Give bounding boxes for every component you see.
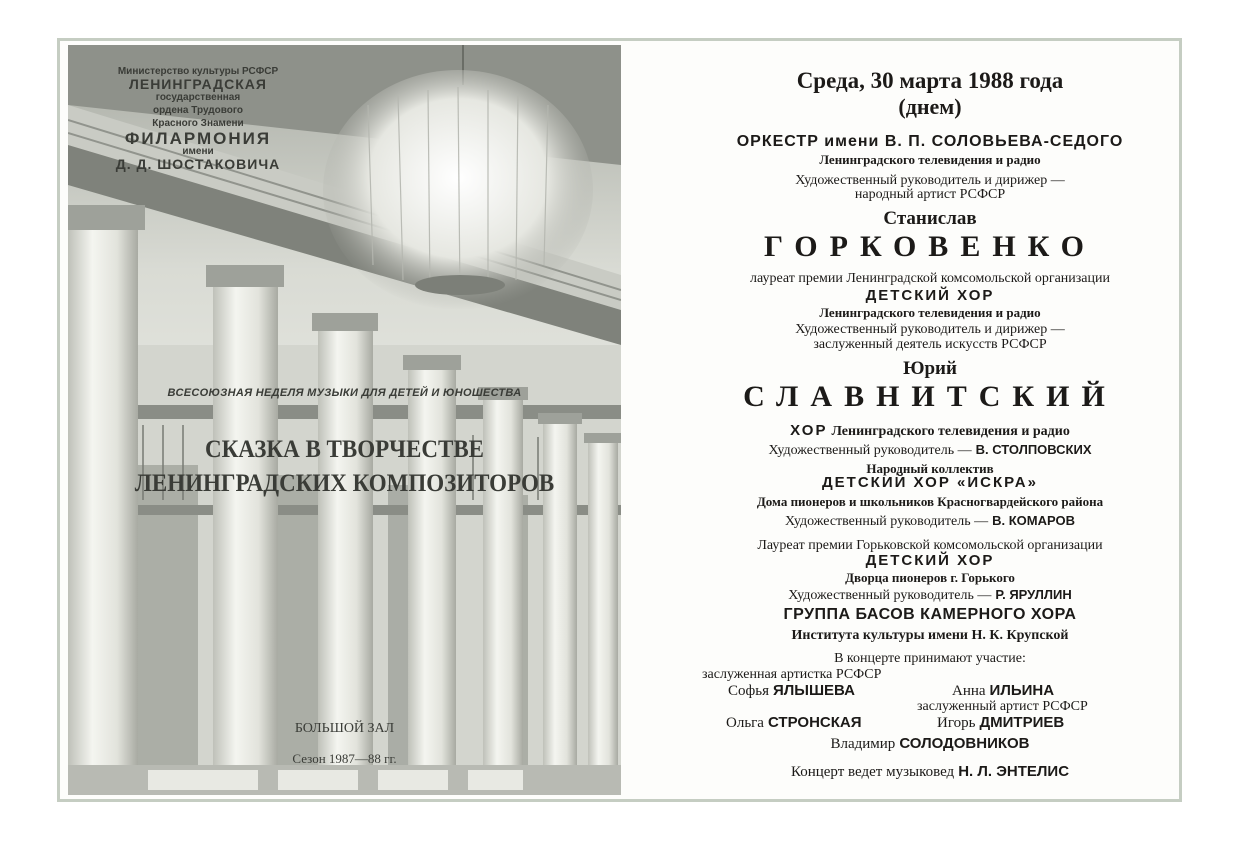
participant-1-title: заслуженная артистка РСФСР: [702, 667, 882, 682]
choir-2-director-line: [680, 441, 1180, 459]
participant-5: [680, 735, 1180, 753]
host-line: [680, 763, 1180, 781]
conductor-2-surname: СЛАВНИТСКИЙ: [743, 380, 1117, 413]
choir-3-director-line: [680, 512, 1180, 530]
orchestra-director-title: Художественный руководитель и дирижер —: [795, 173, 1065, 188]
choir-2-affiliation: Ленинградского телевидения и радио: [831, 424, 1070, 439]
participants-intro: В концерте принимают участие:: [834, 651, 1026, 666]
philharmonic-header: [108, 65, 288, 171]
conductor-1-surname: ГОРКОВЕНКО: [763, 230, 1097, 263]
participant-4: [937, 714, 1064, 732]
choir-2-director-name: В. СТОЛПОВСКИХ: [975, 442, 1092, 457]
participant-1-first-name: Софья: [728, 683, 769, 699]
participant-5-surname: СОЛОДОВНИКОВ: [899, 735, 1030, 752]
participant-3-surname: СТРОНСКАЯ: [767, 714, 862, 731]
folk-collective-label: Народный коллектив: [866, 461, 994, 476]
org-line-1: ЛЕНИНГРАДСКАЯ: [129, 76, 267, 92]
org-line-6: имени: [182, 146, 214, 157]
choir-1-affiliation: Ленинградского телевидения и радио: [819, 305, 1041, 320]
participant-2: [952, 682, 1054, 700]
choir-4-affiliation: Дворца пионеров г. Горького: [845, 570, 1015, 585]
orchestra-affiliation: Ленинградского телевидения и радио: [819, 152, 1041, 167]
choir-3-director-name: В. КОМАРОВ: [992, 513, 1075, 528]
conductor-1-first-name: Станислав: [883, 208, 977, 229]
choir-4-director-line: [680, 586, 1180, 604]
bass-group-name: ГРУППА БАСОВ КАМЕРНОГО ХОРА: [783, 606, 1077, 623]
bass-group-affiliation: Института культуры имени Н. К. Крупской: [791, 628, 1069, 643]
concert-title: [90, 433, 599, 501]
season-label: Сезон 1987—88 гг.: [292, 751, 397, 766]
choir-4-director-title: Художественный руководитель —: [788, 588, 992, 603]
org-line-7: Д. Д. ШОСТАКОВИЧА: [115, 156, 281, 172]
participant-2-surname: ИЛЬИНА: [989, 682, 1055, 699]
participant-1: [728, 682, 855, 700]
choir-1-director-title: Художественный руководитель и дирижер —: [795, 322, 1065, 337]
festival-week-label: ВСЕСОЮЗНАЯ НЕДЕЛЯ МУЗЫКИ ДЛЯ ДЕТЕЙ И ЮНОШЕСТВА: [167, 387, 522, 399]
org-line-4: Красного Знамени: [152, 118, 244, 129]
cover-photo: [68, 45, 621, 795]
choir-3-affiliation: Дома пионеров и школьников Красногвардейского района: [756, 494, 1104, 509]
concert-daytime: (днем): [898, 94, 962, 119]
choir-4-name: ДЕТСКИЙ ХОР: [865, 552, 995, 569]
choir-2-line: [680, 422, 1180, 440]
participant-2-first-name: Анна: [952, 683, 986, 699]
participant-4-first-name: Игорь: [937, 715, 976, 731]
choir-2-director-title: Художественный руководитель —: [768, 443, 972, 458]
laureate-1: лауреат премии Ленинградской комсомольской организации: [750, 271, 1110, 286]
choir-1-name: ДЕТСКИЙ ХОР: [865, 287, 995, 304]
participant-3-first-name: Ольга: [726, 715, 764, 731]
org-line-3: ордена Трудового: [153, 105, 243, 116]
host-name: Н. Л. ЭНТЕЛИС: [958, 763, 1070, 780]
choir-1-director-rank: заслуженный деятель искусств РСФСР: [813, 337, 1047, 352]
org-line-5: ФИЛАРМОНИЯ: [124, 129, 272, 148]
laureate-2: Лауреат премии Горьковской комсомольской организации: [757, 538, 1103, 553]
concert-title-line-2: ЛЕНИНГРАДСКИХ КОМПОЗИТОРОВ: [134, 470, 555, 497]
choir-3-name: ДЕТСКИЙ ХОР «ИСКРА»: [821, 474, 1038, 491]
choir-4-director-name: Р. ЯРУЛЛИН: [995, 587, 1072, 602]
hall-name: БОЛЬШОЙ ЗАЛ: [294, 721, 395, 736]
participant-3: [726, 714, 862, 732]
participant-4-surname: ДМИТРИЕВ: [979, 714, 1065, 731]
host-label: Концерт ведет музыковед: [790, 764, 955, 780]
org-line-2: государственная: [155, 92, 241, 103]
participant-2-title: заслуженный артист РСФСР: [917, 699, 1088, 714]
participant-5-first-name: Владимир: [830, 736, 896, 752]
choir-2-name: ХОР: [790, 422, 828, 439]
ministry-label: Министерство культуры РСФСР: [117, 66, 279, 77]
conductor-2-first-name: Юрий: [903, 358, 957, 379]
choir-3-director-title: Художественный руководитель —: [785, 514, 989, 529]
participant-1-surname: ЯЛЫШЕВА: [772, 682, 855, 699]
concert-date: Среда, 30 марта 1988 года: [796, 68, 1064, 93]
concert-title-line-1: СКАЗКА В ТВОРЧЕСТВЕ: [204, 436, 485, 463]
orchestra-director-rank: народный артист РСФСР: [854, 187, 1006, 202]
orchestra-name: ОРКЕСТР имени В. П. СОЛОВЬЕВА-СЕДОГО: [736, 133, 1124, 150]
